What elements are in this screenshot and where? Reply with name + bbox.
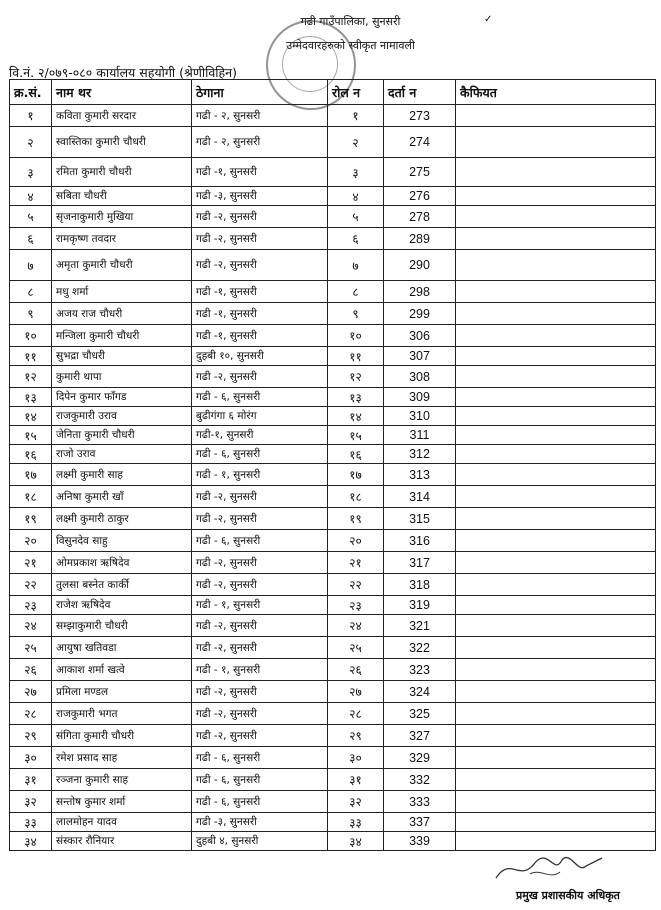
- col-header-roll: रोल न: [328, 80, 384, 105]
- table-row: [10, 530, 656, 552]
- row-roll: १: [328, 105, 384, 127]
- row-roll: २४: [328, 615, 384, 637]
- row-name: कुमारी थापा: [52, 366, 192, 388]
- row-roll: २१: [328, 552, 384, 574]
- row-darta: 324: [384, 681, 456, 703]
- row-remarks: [456, 769, 656, 791]
- row-darta: 318: [384, 574, 456, 596]
- row-name: ओमप्रकाश ऋषिदेव: [52, 552, 192, 574]
- table-row: [10, 681, 656, 703]
- table-row: [10, 659, 656, 681]
- row-address: गढी-१, सुनसरी: [192, 426, 328, 445]
- row-address: गढी -२, सुनसरी: [192, 552, 328, 574]
- row-roll: १८: [328, 486, 384, 508]
- row-address: गढी - ६, सुनसरी: [192, 388, 328, 407]
- row-remarks: [456, 596, 656, 615]
- signature-icon: [490, 846, 610, 886]
- table-row: [10, 703, 656, 725]
- row-darta: 321: [384, 615, 456, 637]
- table-row: [10, 388, 656, 407]
- row-roll: ३२: [328, 791, 384, 813]
- row-roll: २२: [328, 574, 384, 596]
- row-address: गढी -१, सुनसरी: [192, 281, 328, 303]
- row-roll: १९: [328, 508, 384, 530]
- table-row: [10, 769, 656, 791]
- row-name: आकाश शर्मा खत्वे: [52, 659, 192, 681]
- row-roll: ४: [328, 187, 384, 206]
- row-darta: 307: [384, 347, 456, 366]
- row-roll: ३०: [328, 747, 384, 769]
- table-row: [10, 813, 656, 832]
- row-remarks: [456, 552, 656, 574]
- row-roll: १४: [328, 407, 384, 426]
- row-name: जेनिता कुमारी चौधरी: [52, 426, 192, 445]
- col-header-address: ठेगाना: [192, 80, 328, 105]
- row-address: गढी - ६, सुनसरी: [192, 530, 328, 552]
- row-name: अजय राज चौधरी: [52, 303, 192, 325]
- table-row: [10, 407, 656, 426]
- table-row: [10, 445, 656, 464]
- table-row: [10, 615, 656, 637]
- row-name: लक्ष्मी कुमारी ठाकुर: [52, 508, 192, 530]
- row-remarks: [456, 281, 656, 303]
- table-row: [10, 426, 656, 445]
- row-name: सन्तोष कुमार शर्मा: [52, 791, 192, 813]
- row-darta: 325: [384, 703, 456, 725]
- row-serial: ३: [10, 158, 52, 187]
- row-serial: १: [10, 105, 52, 127]
- row-remarks: [456, 681, 656, 703]
- row-name: राजेश ऋषिदेव: [52, 596, 192, 615]
- row-roll: २६: [328, 659, 384, 681]
- table-row: [10, 250, 656, 281]
- row-darta: 322: [384, 637, 456, 659]
- row-remarks: [456, 426, 656, 445]
- row-name: लालमोहन यादव: [52, 813, 192, 832]
- row-address: गढी -२, सुनसरी: [192, 508, 328, 530]
- table-row: [10, 325, 656, 347]
- row-darta: 313: [384, 464, 456, 486]
- row-remarks: [456, 659, 656, 681]
- row-darta: 315: [384, 508, 456, 530]
- row-serial: ३४: [10, 832, 52, 851]
- row-roll: ३४: [328, 832, 384, 851]
- row-roll: २७: [328, 681, 384, 703]
- col-header-name: नाम थर: [52, 80, 192, 105]
- row-name: रमिता कुमारी चौधरी: [52, 158, 192, 187]
- row-roll: २: [328, 127, 384, 158]
- row-roll: १२: [328, 366, 384, 388]
- row-roll: २८: [328, 703, 384, 725]
- row-remarks: [456, 703, 656, 725]
- row-serial: १५: [10, 426, 52, 445]
- table-row: [10, 347, 656, 366]
- table-row: [10, 187, 656, 206]
- row-name: सृजनाकुमारी मुखिया: [52, 206, 192, 228]
- row-darta: 275: [384, 158, 456, 187]
- row-serial: १२: [10, 366, 52, 388]
- row-darta: 299: [384, 303, 456, 325]
- row-serial: ९: [10, 303, 52, 325]
- row-name: आयुषा खतिवडा: [52, 637, 192, 659]
- table-row: [10, 596, 656, 615]
- row-name: दिपेन कुमार फाँगड: [52, 388, 192, 407]
- table-row: [10, 574, 656, 596]
- row-address: गढी - ६, सुनसरी: [192, 769, 328, 791]
- table-row: [10, 158, 656, 187]
- row-serial: २३: [10, 596, 52, 615]
- row-darta: 323: [384, 659, 456, 681]
- row-serial: २८: [10, 703, 52, 725]
- row-remarks: [456, 637, 656, 659]
- table-row: [10, 486, 656, 508]
- row-address: गढी - ६, सुनसरी: [192, 791, 328, 813]
- row-name: संस्कार रौनियार: [52, 832, 192, 851]
- row-darta: 327: [384, 725, 456, 747]
- row-name: संगिता कुमारी चौधरी: [52, 725, 192, 747]
- row-roll: १३: [328, 388, 384, 407]
- row-remarks: [456, 464, 656, 486]
- row-name: राजकुमारी भगत: [52, 703, 192, 725]
- row-darta: 298: [384, 281, 456, 303]
- row-serial: १४: [10, 407, 52, 426]
- row-serial: १७: [10, 464, 52, 486]
- table-row: [10, 637, 656, 659]
- row-name: विसुनदेव साहु: [52, 530, 192, 552]
- row-address: गढी - १, सुनसरी: [192, 659, 328, 681]
- row-address: गढी -२, सुनसरी: [192, 574, 328, 596]
- row-darta: 311: [384, 426, 456, 445]
- row-serial: १८: [10, 486, 52, 508]
- row-darta: 314: [384, 486, 456, 508]
- row-address: गढी -३, सुनसरी: [192, 813, 328, 832]
- row-serial: १९: [10, 508, 52, 530]
- row-serial: २: [10, 127, 52, 158]
- row-roll: १७: [328, 464, 384, 486]
- row-roll: १०: [328, 325, 384, 347]
- row-darta: 273: [384, 105, 456, 127]
- row-serial: ११: [10, 347, 52, 366]
- row-serial: २६: [10, 659, 52, 681]
- row-remarks: [456, 187, 656, 206]
- row-remarks: [456, 347, 656, 366]
- row-darta: 332: [384, 769, 456, 791]
- row-address: दुहबी ४, सुनसरी: [192, 832, 328, 851]
- row-darta: 319: [384, 596, 456, 615]
- row-serial: २२: [10, 574, 52, 596]
- row-remarks: [456, 530, 656, 552]
- row-darta: 278: [384, 206, 456, 228]
- row-address: गढी -२, सुनसरी: [192, 615, 328, 637]
- row-address: बुढीगंगा ६ मोरंग: [192, 407, 328, 426]
- table-row: [10, 508, 656, 530]
- row-roll: ३१: [328, 769, 384, 791]
- table-row: [10, 747, 656, 769]
- row-remarks: [456, 325, 656, 347]
- row-address: गढी - २, सुनसरी: [192, 105, 328, 127]
- row-remarks: [456, 228, 656, 250]
- row-name: अमृता कुमारी चौधरी: [52, 250, 192, 281]
- table-row: [10, 725, 656, 747]
- row-darta: 312: [384, 445, 456, 464]
- row-remarks: [456, 366, 656, 388]
- row-serial: २९: [10, 725, 52, 747]
- table-row: [10, 303, 656, 325]
- row-serial: ३३: [10, 813, 52, 832]
- row-darta: 316: [384, 530, 456, 552]
- row-address: गढी - ६, सुनसरी: [192, 445, 328, 464]
- row-roll: ३: [328, 158, 384, 187]
- row-name: मन्जिला कुमारी चौधरी: [52, 325, 192, 347]
- row-address: गढी -३, सुनसरी: [192, 187, 328, 206]
- row-darta: 306: [384, 325, 456, 347]
- row-darta: 308: [384, 366, 456, 388]
- row-darta: 289: [384, 228, 456, 250]
- table-row: [10, 552, 656, 574]
- row-serial: १०: [10, 325, 52, 347]
- row-serial: ४: [10, 187, 52, 206]
- row-name: सुभद्रा चौधरी: [52, 347, 192, 366]
- row-darta: 310: [384, 407, 456, 426]
- row-name: स्वास्तिका कुमारी चौधरी: [52, 127, 192, 158]
- row-darta: 276: [384, 187, 456, 206]
- row-serial: ६: [10, 228, 52, 250]
- row-darta: 317: [384, 552, 456, 574]
- row-roll: ५: [328, 206, 384, 228]
- officer-title: प्रमुख प्रशासकीय अधिकृत: [516, 889, 620, 902]
- row-remarks: [456, 813, 656, 832]
- table-header-row: [10, 80, 656, 105]
- row-remarks: [456, 127, 656, 158]
- row-name: लक्ष्मी कुमारी साह: [52, 464, 192, 486]
- row-name: रञ्जना कुमारी साह: [52, 769, 192, 791]
- row-roll: ८: [328, 281, 384, 303]
- notice-subtitle: वि.नं. २/०७९-०८० कार्यालय सहयोगी (श्रेणीविहिन): [9, 65, 237, 80]
- row-roll: ९: [328, 303, 384, 325]
- table-row: [10, 228, 656, 250]
- row-serial: २१: [10, 552, 52, 574]
- row-name: कविता कुमारी सरदार: [52, 105, 192, 127]
- row-roll: २३: [328, 596, 384, 615]
- table-row: [10, 206, 656, 228]
- row-serial: ५: [10, 206, 52, 228]
- row-address: गढी - ६, सुनसरी: [192, 747, 328, 769]
- table-row: [10, 366, 656, 388]
- row-remarks: [456, 615, 656, 637]
- row-darta: 274: [384, 127, 456, 158]
- row-remarks: [456, 725, 656, 747]
- row-roll: ११: [328, 347, 384, 366]
- row-serial: ३०: [10, 747, 52, 769]
- row-address: गढी -२, सुनसरी: [192, 366, 328, 388]
- row-address: गढी - १, सुनसरी: [192, 464, 328, 486]
- row-name: सम्झाकुमारी चौधरी: [52, 615, 192, 637]
- row-roll: २०: [328, 530, 384, 552]
- candidate-table: [9, 79, 656, 851]
- row-address: गढी -२, सुनसरी: [192, 250, 328, 281]
- col-header-darta: दर्ता न: [384, 80, 456, 105]
- row-darta: 339: [384, 832, 456, 851]
- row-remarks: [456, 388, 656, 407]
- row-roll: १६: [328, 445, 384, 464]
- row-remarks: [456, 508, 656, 530]
- row-darta: 337: [384, 813, 456, 832]
- row-remarks: [456, 206, 656, 228]
- row-serial: २४: [10, 615, 52, 637]
- row-name: तुलसा बस्नेत कार्की: [52, 574, 192, 596]
- row-address: गढी -२, सुनसरी: [192, 228, 328, 250]
- row-serial: ७: [10, 250, 52, 281]
- table-body: [10, 105, 656, 851]
- col-header-remarks: कैफियत: [456, 80, 656, 105]
- row-name: रामकृष्ण तवदार: [52, 228, 192, 250]
- row-name: राजकुमारी उराव: [52, 407, 192, 426]
- corner-mark-icon: ✓: [484, 14, 493, 25]
- row-darta: 290: [384, 250, 456, 281]
- row-name: प्रमिला मण्डल: [52, 681, 192, 703]
- row-remarks: [456, 574, 656, 596]
- header-line-1: गढी गाउँपालिका, सुनसरी: [300, 15, 401, 28]
- header-line-2: उम्मेदवारहरुको स्वीकृत नामावली: [286, 39, 415, 52]
- row-serial: १६: [10, 445, 52, 464]
- row-serial: २५: [10, 637, 52, 659]
- row-serial: २७: [10, 681, 52, 703]
- row-serial: २०: [10, 530, 52, 552]
- row-remarks: [456, 445, 656, 464]
- table-row: [10, 791, 656, 813]
- row-address: गढी -२, सुनसरी: [192, 486, 328, 508]
- row-serial: १३: [10, 388, 52, 407]
- row-roll: ३३: [328, 813, 384, 832]
- row-remarks: [456, 747, 656, 769]
- row-roll: ६: [328, 228, 384, 250]
- row-remarks: [456, 303, 656, 325]
- table-row: [10, 281, 656, 303]
- row-serial: ८: [10, 281, 52, 303]
- col-header-sn: क्र.सं.: [10, 80, 52, 105]
- table-row: [10, 464, 656, 486]
- row-name: राजो उराव: [52, 445, 192, 464]
- row-serial: ३१: [10, 769, 52, 791]
- row-roll: २५: [328, 637, 384, 659]
- row-serial: ३२: [10, 791, 52, 813]
- row-roll: ७: [328, 250, 384, 281]
- row-name: सबिता चौधरी: [52, 187, 192, 206]
- row-roll: २९: [328, 725, 384, 747]
- row-name: अनिषा कुमारी खाँ: [52, 486, 192, 508]
- row-address: गढी -२, सुनसरी: [192, 206, 328, 228]
- row-darta: 309: [384, 388, 456, 407]
- row-remarks: [456, 105, 656, 127]
- row-roll: १५: [328, 426, 384, 445]
- row-remarks: [456, 486, 656, 508]
- row-remarks: [456, 791, 656, 813]
- table-row: [10, 127, 656, 158]
- row-address: गढी - १, सुनसरी: [192, 596, 328, 615]
- row-address: गढी -२, सुनसरी: [192, 703, 328, 725]
- row-darta: 333: [384, 791, 456, 813]
- row-darta: 329: [384, 747, 456, 769]
- row-remarks: [456, 407, 656, 426]
- row-name: मधु शर्मा: [52, 281, 192, 303]
- row-address: गढी -२, सुनसरी: [192, 681, 328, 703]
- row-address: गढी -२, सुनसरी: [192, 725, 328, 747]
- row-address: गढी - २, सुनसरी: [192, 127, 328, 158]
- row-address: दुहबी १०, सुनसरी: [192, 347, 328, 366]
- row-remarks: [456, 158, 656, 187]
- row-address: गढी -१, सुनसरी: [192, 303, 328, 325]
- row-address: गढी -१, सुनसरी: [192, 158, 328, 187]
- row-name: रमेश प्रसाद साह: [52, 747, 192, 769]
- table-row: [10, 105, 656, 127]
- row-remarks: [456, 250, 656, 281]
- row-address: गढी -२, सुनसरी: [192, 637, 328, 659]
- row-address: गढी -१, सुनसरी: [192, 325, 328, 347]
